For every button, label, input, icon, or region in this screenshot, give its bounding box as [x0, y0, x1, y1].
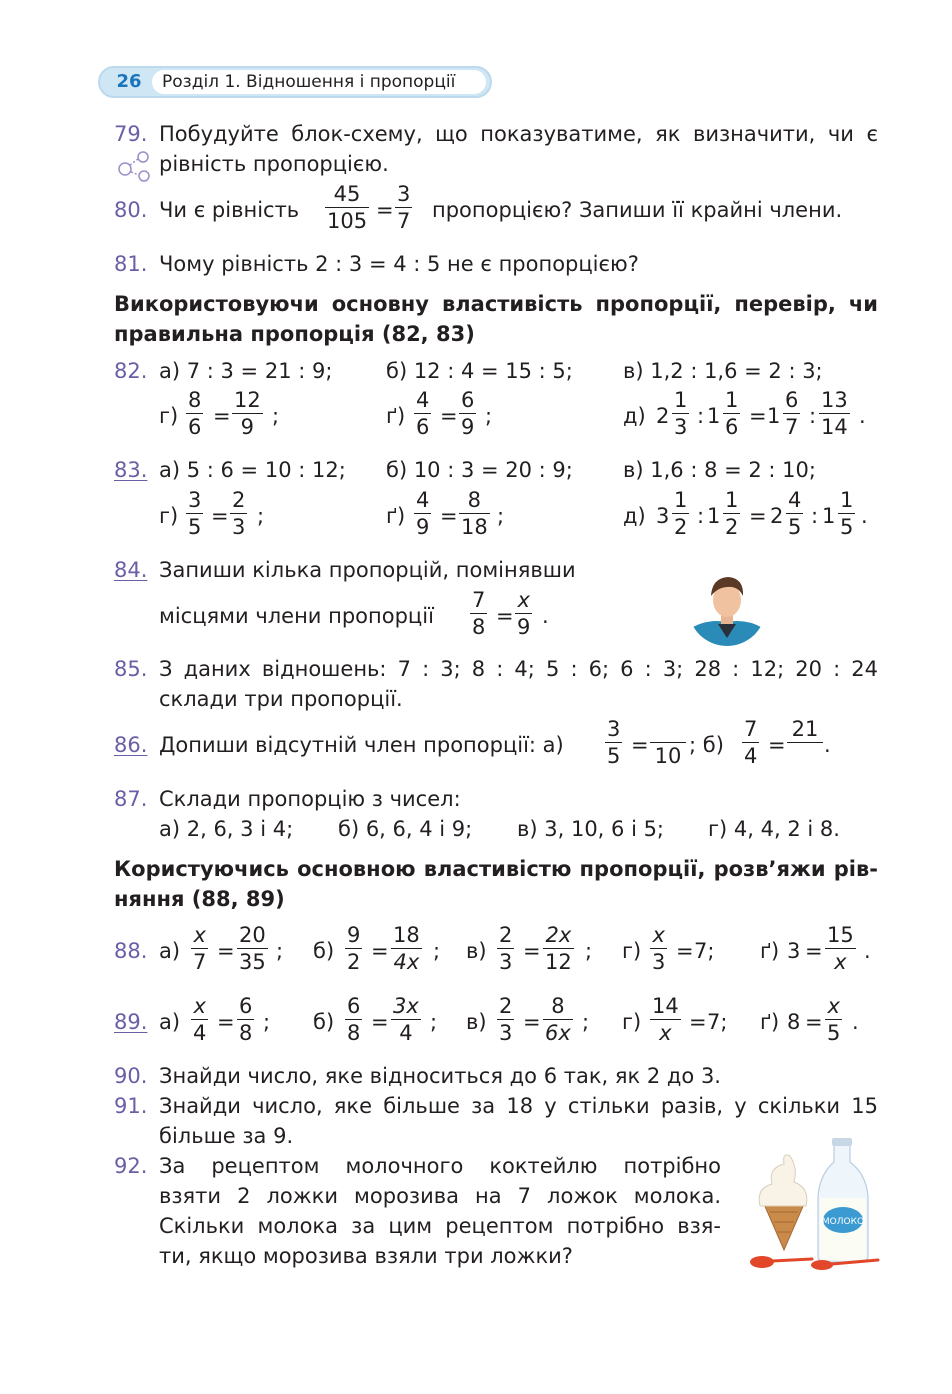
task-instruction: Використовуючи основну властивість пропорції, перевір, чи: [114, 292, 878, 316]
period: .: [861, 504, 868, 528]
equals-sign: =: [376, 198, 394, 222]
rhs-value: 7;: [707, 1010, 728, 1034]
item-label: ґ): [760, 939, 780, 963]
fraction: 2 3: [499, 923, 513, 974]
semicolon: ;: [430, 1010, 438, 1034]
exercise-number: 92.: [114, 1154, 148, 1178]
fraction: 14 x: [652, 994, 679, 1045]
semicolon: ;: [272, 404, 280, 428]
item-g: г) 4, 4, 2 і 8.: [708, 817, 840, 841]
item-v: в) 3, 10, 6 і 5;: [517, 817, 665, 841]
fraction: 8 18: [461, 488, 488, 539]
period: .: [824, 733, 831, 757]
equals-sign: =: [211, 504, 229, 528]
fraction: 1 3: [674, 388, 688, 439]
item-label: ґ): [386, 504, 406, 528]
exercise-number: 89.: [114, 1010, 148, 1034]
whole-part: 1: [707, 404, 721, 428]
equals-sign: =: [440, 504, 458, 528]
equals-sign: =: [217, 1010, 235, 1034]
exercise-text: За рецептом молочного коктейлю потрібно: [159, 1154, 721, 1178]
exercise-number: 83.: [114, 458, 148, 482]
fraction: 3x 4: [393, 994, 419, 1045]
item-v: в) 1,2 : 1,6 = 2 : 3;: [623, 359, 823, 383]
equals-sign: =: [768, 733, 786, 757]
boy-portrait-image: [688, 568, 766, 646]
whole-part: 2: [770, 504, 784, 528]
fraction: 3 7: [397, 182, 411, 233]
equals-sign: =: [689, 1010, 707, 1034]
equals-sign: =: [496, 604, 514, 628]
whole-part: 1: [822, 504, 836, 528]
equals-sign: =: [676, 939, 694, 963]
exercise-text: місцями члени пропорції: [159, 604, 434, 628]
lhs-value: 8: [787, 1010, 801, 1034]
exercise-text: З даних відношень: 7 : 3; 8 : 4; 5 : 6; 6 : 3; 28 : 12; 20 : 24: [159, 657, 878, 681]
whole-part: 2: [656, 404, 670, 428]
item-a: а) 2, 6, 3 і 4;: [159, 817, 294, 841]
fraction: 6 8: [347, 994, 361, 1045]
exercise-text: Склади пропорцію з чисел:: [159, 787, 461, 811]
fraction: 2 3: [232, 488, 246, 539]
exercise-number: 79.: [114, 122, 148, 146]
fraction: x 7: [193, 923, 207, 974]
fraction-missing-denominator: 21: [787, 716, 823, 769]
whole-part: 1: [707, 504, 721, 528]
page-header: [98, 66, 492, 98]
exercise-text: Скільки молока за цим рецептом потрібно взя-: [159, 1214, 721, 1238]
equals-sign: =: [440, 404, 458, 428]
equals-sign: =: [217, 939, 235, 963]
item-label: б): [313, 939, 335, 963]
colon: :: [809, 404, 817, 428]
semicolon: ;: [257, 504, 265, 528]
whole-part: 1: [767, 404, 781, 428]
semicolon: ;: [263, 1010, 271, 1034]
exercise-number: 86.: [114, 733, 148, 757]
colon: :: [811, 504, 819, 528]
task-instruction: Користуючись основною властивістю пропорції, розв’яжи рів-: [114, 857, 878, 881]
exercise-number: 84.: [114, 558, 148, 582]
exercise-text: ти, якщо морозива взяли три ложки?: [159, 1244, 573, 1268]
fraction: 7 4: [744, 717, 758, 768]
semicolon: ;: [485, 404, 493, 428]
exercise-number: 87.: [114, 787, 148, 811]
semicolon: ;: [276, 939, 284, 963]
exercise-number: 80.: [114, 198, 148, 222]
fraction: 20 35: [239, 923, 266, 974]
semicolon: ;: [497, 504, 505, 528]
fraction: 8 6x: [545, 994, 571, 1045]
item-label: ґ): [386, 404, 406, 428]
whole-part: 3: [656, 504, 670, 528]
item-label: г): [622, 939, 642, 963]
bottle-label: МОЛОКО: [821, 1217, 865, 1227]
item-label: в): [466, 939, 487, 963]
semicolon: ;: [582, 1010, 590, 1034]
exercise-number: 81.: [114, 252, 148, 276]
fraction: 12 9: [234, 388, 261, 439]
fraction: 13 14: [821, 388, 848, 439]
equals-sign: =: [371, 939, 389, 963]
item-label: г): [622, 1010, 642, 1034]
fraction: 4 9: [416, 488, 430, 539]
equals-sign: =: [371, 1010, 389, 1034]
fraction: 15 x: [827, 923, 854, 974]
exercise-number: 88.: [114, 939, 148, 963]
fraction: 2x 12: [545, 923, 572, 974]
item-label: г): [159, 504, 179, 528]
fraction: 1 5: [840, 488, 854, 539]
equals-sign: =: [749, 504, 767, 528]
fraction: 2 3: [499, 994, 513, 1045]
exercise-text: більше за 9.: [159, 1124, 294, 1148]
equals-sign: =: [213, 404, 231, 428]
fraction: 8 6: [188, 388, 202, 439]
flowchart-icon: [116, 150, 154, 184]
section-title: Розділ 1. Відношення і пропорції: [152, 70, 486, 94]
exercise-text: пропорцією? Запиши її крайні члени.: [432, 198, 843, 222]
item-label: д): [623, 504, 646, 528]
fraction: 1 2: [674, 488, 688, 539]
item-a: а) 5 : 6 = 10 : 12;: [159, 458, 346, 482]
fraction: 4 5: [788, 488, 802, 539]
exercise-text: склади три пропорції.: [159, 687, 403, 711]
fraction: 7 8: [472, 588, 486, 639]
equals-sign: =: [749, 404, 767, 428]
fraction: 4 6: [416, 388, 430, 439]
colon: :: [697, 504, 705, 528]
item-b: б) 6, 6, 4 і 9;: [338, 817, 473, 841]
exercise-number: 91.: [114, 1094, 148, 1118]
exercise-text: Допиши відсутній член пропорції: а): [159, 733, 564, 757]
item-a: а) 7 : 3 = 21 : 9;: [159, 359, 333, 383]
fraction: 3 5: [607, 717, 621, 768]
semicolon: ;: [433, 939, 441, 963]
fraction: 9 2: [347, 923, 361, 974]
fraction-missing-numerator: 10: [650, 716, 686, 769]
fraction: 6 8: [239, 994, 253, 1045]
fraction: x 4: [193, 994, 207, 1045]
fraction: 6 7: [785, 388, 799, 439]
equals-sign: =: [805, 1010, 823, 1034]
lhs-value: 3: [787, 939, 801, 963]
item-label: г): [159, 404, 179, 428]
fraction: 1 2: [725, 488, 739, 539]
item-label: в): [466, 1010, 487, 1034]
equals-sign: =: [631, 733, 649, 757]
ice-cream-and-milk-image: [746, 1138, 882, 1274]
item-label: ґ): [760, 1010, 780, 1034]
exercise-text: рівність пропорцією.: [159, 152, 389, 176]
exercise-number: 85.: [114, 657, 148, 681]
equals-sign: =: [805, 939, 823, 963]
item-label: а): [159, 1010, 181, 1034]
item-b: б) 10 : 3 = 20 : 9;: [386, 458, 573, 482]
fraction: x 5: [827, 994, 841, 1045]
fraction: x 3: [652, 923, 666, 974]
exercise-text: Чи є рівність: [159, 198, 300, 222]
period: .: [859, 404, 866, 428]
fraction: x 9: [517, 588, 531, 639]
exercise-text: Запиши кілька пропорцій, помінявши: [159, 558, 576, 582]
exercise-text: взяти 2 ложки морозива на 7 ложок молока.: [159, 1184, 721, 1208]
exercise-text: Побудуйте блок-схему, що показуватиме, як визначити, чи є: [159, 122, 878, 146]
equals-sign: =: [523, 939, 541, 963]
item-label: а): [159, 939, 181, 963]
task-instruction: няння (88, 89): [114, 887, 285, 911]
page-number: 26: [116, 71, 142, 92]
fraction: 1 6: [725, 388, 739, 439]
fraction: 18 4x: [393, 923, 420, 974]
exercise-text: Чому рівність 2 : 3 = 4 : 5 не є пропорцією?: [159, 252, 639, 276]
equals-sign: =: [523, 1010, 541, 1034]
exercise-number: 90.: [114, 1064, 148, 1088]
period: .: [852, 1010, 859, 1034]
task-instruction: правильна пропорція (82, 83): [114, 322, 475, 346]
item-b: б) 12 : 4 = 15 : 5;: [386, 359, 573, 383]
item-v: в) 1,6 : 8 = 2 : 10;: [623, 458, 816, 482]
exercise-number: 82.: [114, 359, 148, 383]
period: .: [864, 939, 871, 963]
colon: :: [697, 404, 705, 428]
item-label: д): [623, 404, 646, 428]
rhs-value: 7;: [694, 939, 715, 963]
fraction: 6 9: [461, 388, 475, 439]
semicolon: ;: [585, 939, 593, 963]
exercise-text: Знайди число, яке більше за 18 у стільки разів, у скільки 15: [159, 1094, 878, 1118]
exercise-text: ; б): [689, 733, 724, 757]
period: .: [542, 604, 549, 628]
exercise-text: Знайди число, яке відноситься до 6 так, як 2 до 3.: [159, 1064, 721, 1088]
fraction: 45 105: [327, 182, 368, 233]
item-label: б): [313, 1010, 335, 1034]
fraction: 3 5: [188, 488, 202, 539]
